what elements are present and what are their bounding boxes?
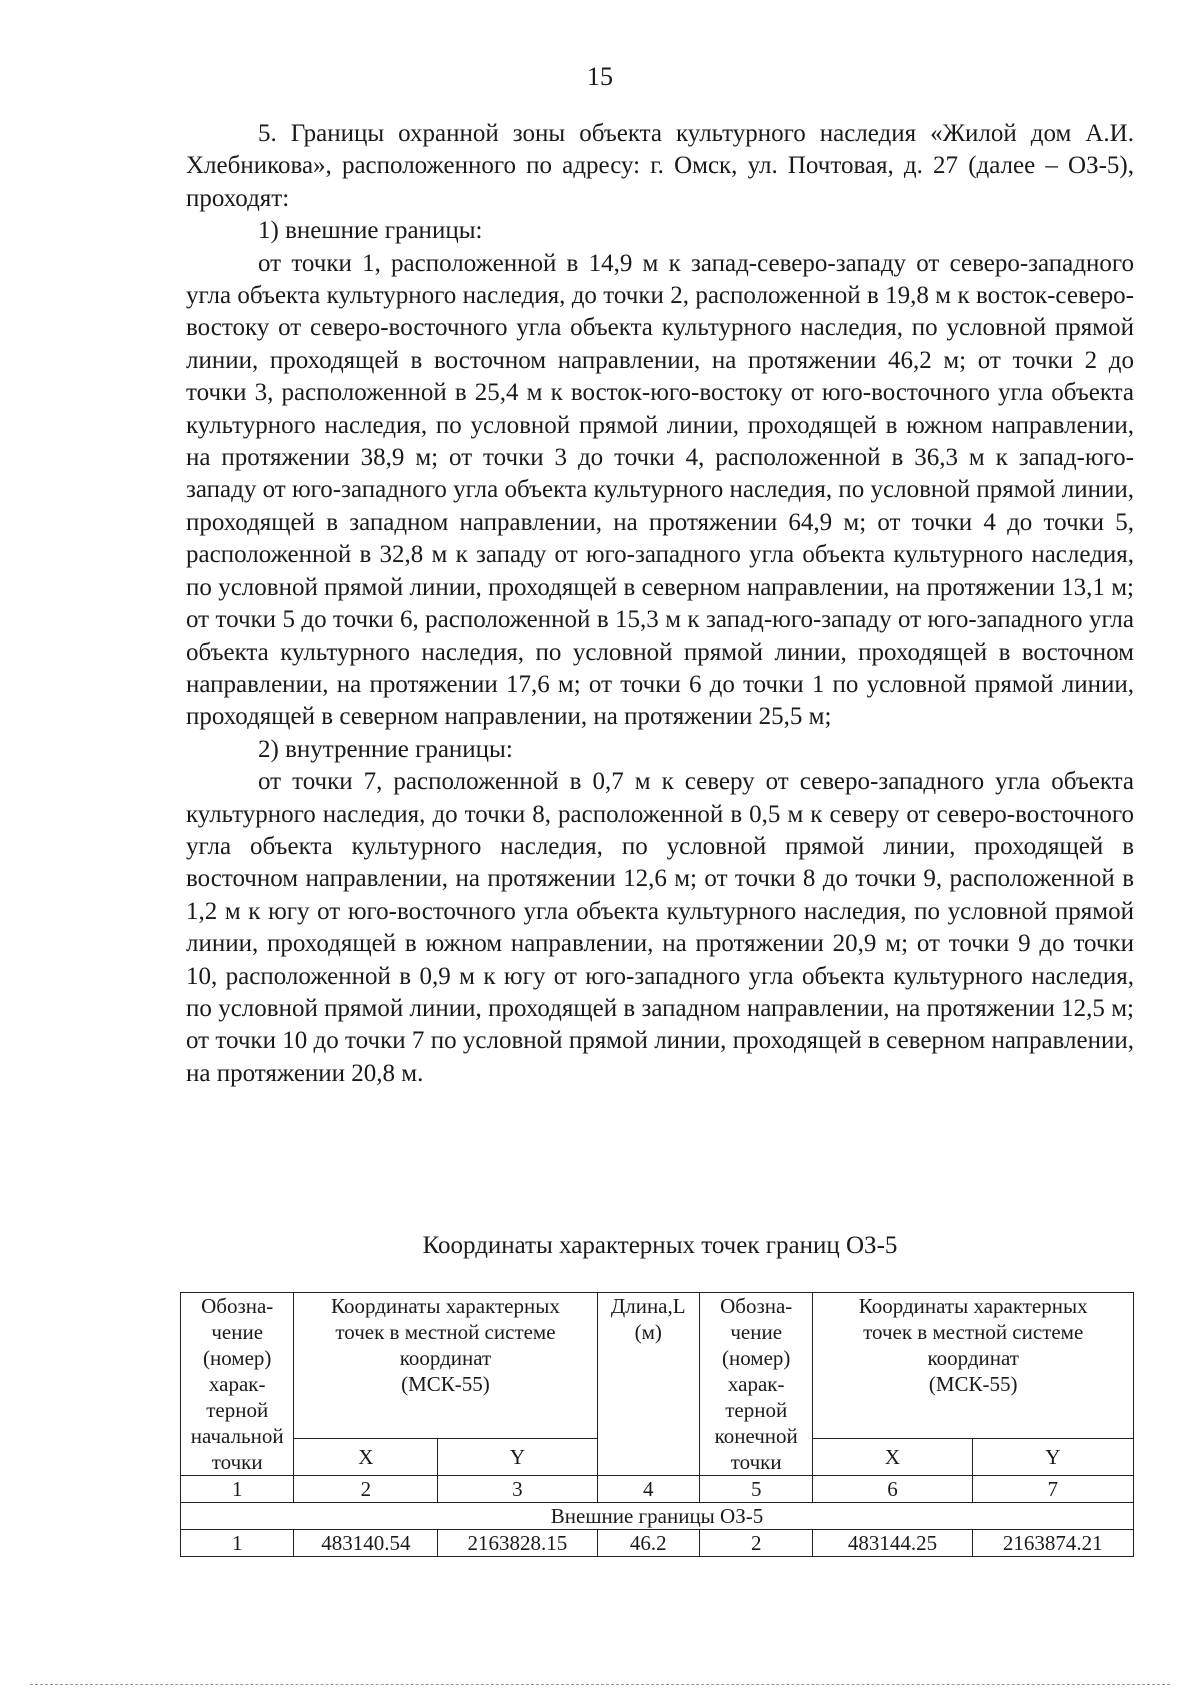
cell-y-end: 2163874.21 xyxy=(972,1530,1133,1557)
header-coords-end: Координаты характерных точек в местной системе координат (МСК-55) xyxy=(813,1293,1134,1439)
header-y-end: Y xyxy=(972,1438,1133,1475)
column-number: 3 xyxy=(438,1476,597,1503)
header-coords-start: Координаты характерных точек в местной системе координат (МСК-55) xyxy=(294,1293,597,1439)
column-number: 2 xyxy=(294,1476,438,1503)
column-number: 6 xyxy=(813,1476,972,1503)
paragraph-inner-heading: 2) внутренние границы: xyxy=(258,735,513,763)
page-number: 15 xyxy=(587,62,613,91)
header-x-start: X xyxy=(294,1438,438,1475)
paragraph-inner-boundaries: от точки 7, расположенной в 0,7 м к северу от северо-западного угла объекта культурного наследия, до точки 8, расположенной в 0,5 м к северу от северо-восточного угла объекта культурного наследия, по условной прямой линии, проходящей в восточном направлении, на протяжении 12,6 м; от точки 8 до точки 9, расположенной в 1,2 м к югу от юго-восточного угла объекта культурного наследия, по условной прямой линии, проходящей в южном направлении, на протяжении 20,9 м; от точки 9 до точки 10, расположенной в 0,9 м к югу от юго-западного угла объекта культурного наследия, по условной прямой линии, проходящей в западном направлении, на протяжении 12,5 м; от точки 10 до точки 7 по условной прямой линии, проходящей в северном направлении, на протяжении 20,8 м. xyxy=(186,768,1134,1087)
table-row xyxy=(181,1530,1134,1557)
header-x-end: X xyxy=(813,1438,972,1475)
coordinates-table xyxy=(180,1292,1134,1557)
cell-x-end: 483144.25 xyxy=(813,1530,972,1557)
table-header-row xyxy=(181,1293,1134,1439)
column-number: 4 xyxy=(597,1476,699,1503)
cell-start-point: 1 xyxy=(181,1530,294,1557)
header-end-point: Обозна- чение (номер) харак- терной конечной точки xyxy=(700,1293,813,1476)
column-number: 5 xyxy=(700,1476,813,1503)
header-start-point: Обозна- чение (номер) харак- терной начальной точки xyxy=(181,1293,294,1476)
section-title-row xyxy=(181,1503,1134,1530)
paragraph-outer-heading: 1) внешние границы: xyxy=(258,217,483,245)
column-numbers-row xyxy=(181,1476,1134,1503)
cell-y-start: 2163828.15 xyxy=(438,1530,597,1557)
table-caption: Координаты характерных точек границ ОЗ-5 xyxy=(422,1232,898,1259)
cell-end-point: 2 xyxy=(700,1530,813,1557)
cell-x-start: 483140.54 xyxy=(294,1530,438,1557)
paragraph-outer-boundaries: от точки 1, расположенной в 14,9 м к запад-северо-западу от северо-западного угла объекта культурного наследия, до точки 2, расположенной в 19,8 м к восток-северо-востоку от северо-восточного угла объекта культурного наследия, по условной прямой линии, проходящей в восточном направлении, на протяжении 46,2 м; от точки 2 до точки 3, расположенной в 25,4 м к восток-юго-востоку от юго-восточного угла объекта культурного наследия, по условной прямой линии, проходящей в южном направлении, на протяжении 38,9 м; от точки 3 до точки 4, расположенной в 36,3 м к запад-юго-западу от юго-западного угла объекта культурного наследия, по условной прямой линии, проходящей в западном направлении, на протяжении 64,9 м; от точки 4 до точки 5, расположенной в 32,8 м к западу от юго-западного угла объекта культурного наследия, по условной прямой линии, проходящей в северном направлении, на протяжении 13,1 м; от точки 5 до точки 6, расположенной в 15,3 м к запад-юго-западу от юго-западного угла объекта культурного наследия, по условной прямой линии, проходящей в восточном направлении, на протяжении 17,6 м; от точки 6 до точки 1 по условной прямой линии, проходящей в северном направлении, на протяжении 25,5 м; xyxy=(186,249,1134,731)
header-length: Длина,L (м) xyxy=(597,1293,699,1476)
column-number: 7 xyxy=(972,1476,1133,1503)
body-text xyxy=(186,118,1134,1090)
paragraph-intro: 5. Границы охранной зоны объекта культурного наследия «Жилой дом А.И. Хлебникова», расположенного по адресу: г. Омск, ул. Почтовая, д. 27 (далее – ОЗ-5), проходят: xyxy=(186,120,1134,212)
column-number: 1 xyxy=(181,1476,294,1503)
header-y-start: Y xyxy=(438,1438,597,1475)
cell-length: 46.2 xyxy=(597,1530,699,1557)
section-title: Внешние границы ОЗ-5 xyxy=(181,1503,1134,1530)
scan-edge-line xyxy=(30,1684,1170,1685)
